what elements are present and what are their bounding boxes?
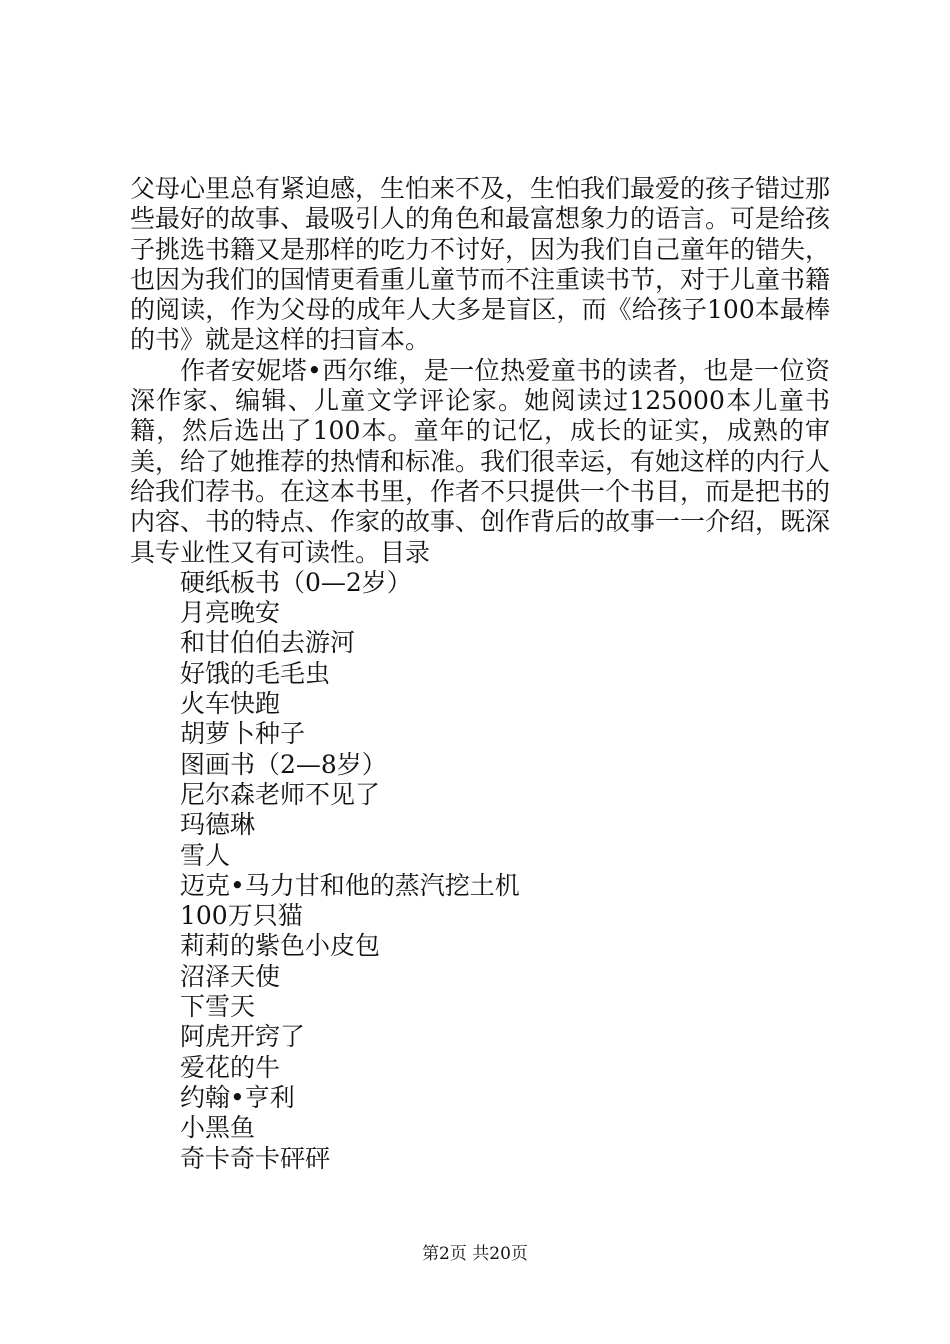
toc-item: 奇卡奇卡砰砰: [180, 1143, 331, 1173]
toc-item: 火车快跑: [180, 689, 281, 719]
toc-item: 约翰•亨利: [180, 1082, 295, 1112]
toc-item: 硬纸板书（0—2岁）: [180, 567, 412, 597]
toc-item: 玛德琳: [180, 810, 256, 840]
toc-item: 爱花的牛: [180, 1052, 281, 1082]
toc-item: 沼泽天使: [180, 961, 281, 991]
toc-item: 月亮晚安: [180, 598, 281, 628]
table-of-contents: [130, 568, 830, 1174]
paragraph-intro: 父母心里总有紧迫感，生怕来不及，生怕我们最爱的孩子错过那些最好的故事、最吸引人的角色和最富想象力的语言。可是给孩子挑选书籍又是那样的吃力不讨好，因为我们自己童年的错失，也因为我们的国情更看重儿童节而不注重读书节，对于儿童书籍的阅读，作为父母的成年人大多是盲区，而《给孩子100本最棒的书》就是这样的扫盲本。: [130, 174, 831, 355]
page-number-footer: 第2页 共20页: [422, 1244, 528, 1264]
toc-item: 100万只猫: [180, 901, 303, 931]
paragraph-author: 作者安妮塔•西尔维，是一位热爱童书的读者，也是一位资深作家、编辑、儿童文学评论家。她阅读过125000本儿童书籍，然后选出了100本。童年的记忆，成长的证实，成熟的审美，给了她推荐的热情和标准。我们很幸运，有她这样的内行人给我们荐书。在这本书里，作者不只提供一个书目，而是把书的内容、书的特点、作家的故事、创作背后的故事一一介绍，既深具专业性又有可读性。目录: [130, 355, 831, 567]
toc-item: 图画书（2—8岁）: [180, 749, 387, 779]
toc-item: 和甘伯伯去游河: [180, 628, 356, 658]
toc-item: 好饿的毛毛虫: [180, 658, 331, 688]
toc-item: 小黑鱼: [180, 1113, 256, 1143]
toc-item: 莉莉的紫色小皮包: [180, 931, 381, 961]
toc-item: 胡萝卜种子: [180, 719, 306, 749]
toc-item: 迈克•马力甘和他的蒸汽挖土机: [180, 870, 520, 900]
toc-item: 下雪天: [180, 992, 256, 1022]
document-body: [130, 174, 830, 1174]
toc-item: 阿虎开窍了: [180, 1022, 306, 1052]
toc-item: 雪人: [180, 840, 231, 870]
toc-item: 尼尔森老师不见了: [180, 779, 381, 809]
